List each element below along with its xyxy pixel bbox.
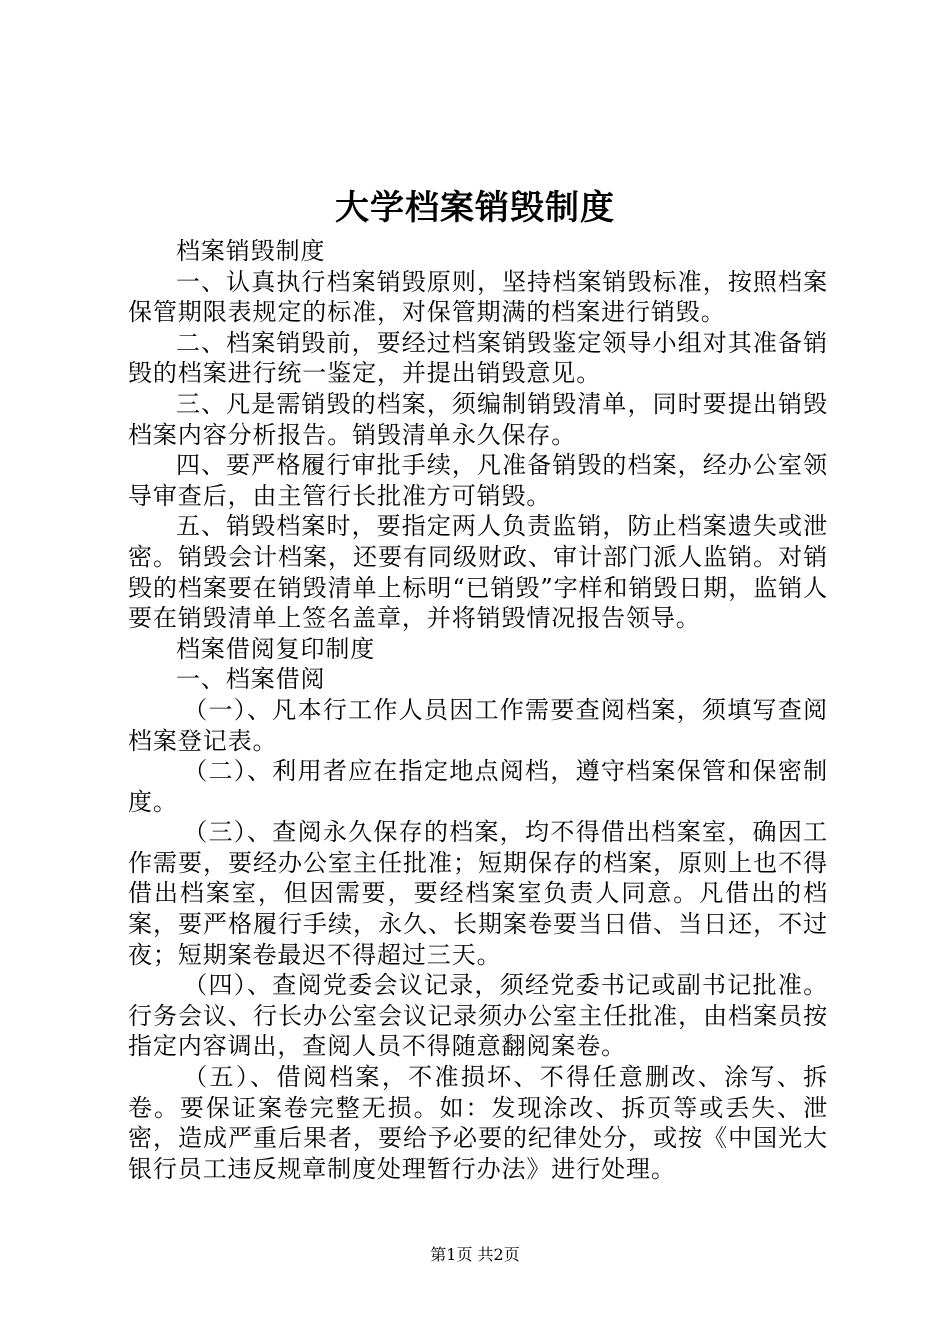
subsection-heading: 一、档案借阅 bbox=[176, 665, 326, 694]
paragraph: 二、档案销毁前，要经过档案销毁鉴定领导小组对其准备销毁的档案进行统一鉴定，并提出销毁意见。 bbox=[128, 328, 828, 388]
paragraph: （四）、查阅党委会议记录，须经党委书记或副书记批准。行务会议、行长办公室会议记录须办公室主任批准，由档案员按指定内容调出，查阅人员不得随意翻阅案卷。 bbox=[128, 971, 828, 1061]
paragraph: （二）、利用者应在指定地点阅档，遵守档案保管和保密制度。 bbox=[128, 757, 828, 816]
document-title: 大学档案销毁制度 bbox=[335, 188, 615, 228]
paragraph: （五）、借阅档案，不准损坏、不得任意删改、涂写、拆卷。要保证案卷完整无损。如：发现涂改、拆页等或丢失、泄密，造成严重后果者，要给予必要的纪律处分，或按《中国光大银行员工违反规章制度处理暂行办法》进行处理。 bbox=[128, 1063, 828, 1183]
section-heading-destruction: 档案销毁制度 bbox=[176, 237, 326, 265]
paragraph: （一）、凡本行工作人员因工作需要查阅档案，须填写查阅档案登记表。 bbox=[128, 695, 828, 755]
paragraph: 四、要严格履行审批手续，凡准备销毁的档案，经办公室领导审查后，由主管行长批准方可销毁。 bbox=[128, 451, 828, 510]
paragraph: （三）、查阅永久保存的档案，均不得借出档案室，确因工作需要，要经办公室主任批准；短期保存的档案，原则上也不得借出档案室，但因需要，要经档案室负责人同意。凡借出的档案，要严格履行手续，永久、长期案卷要当日借、当日还，不过夜；短期案卷最迟不得超过三天。 bbox=[128, 818, 828, 969]
paragraph: 三、凡是需销毁的档案，须编制销毁清单，同时要提出销毁档案内容分析报告。销毁清单永久保存。 bbox=[128, 389, 828, 449]
page-number-footer: 第1页 共2页 bbox=[430, 1245, 520, 1264]
paragraph: 一、认真执行档案销毁原则，坚持档案销毁标准，按照档案保管期限表规定的标准，对保管期满的档案进行销毁。 bbox=[128, 267, 828, 327]
section-heading-borrowing: 档案借阅复印制度 bbox=[176, 634, 376, 663]
document-body bbox=[128, 236, 828, 1184]
paragraph: 五、销毁档案时，要指定两人负责监销，防止档案遗失或泄密。销毁会计档案，还要有同级财政、审计部门派人监销。对销毁的档案要在销毁清单上标明“已销毁”字样和销毁日期，监销人要在销毁清单上签名盖章，并将销毁情况报告领导。 bbox=[128, 512, 828, 633]
